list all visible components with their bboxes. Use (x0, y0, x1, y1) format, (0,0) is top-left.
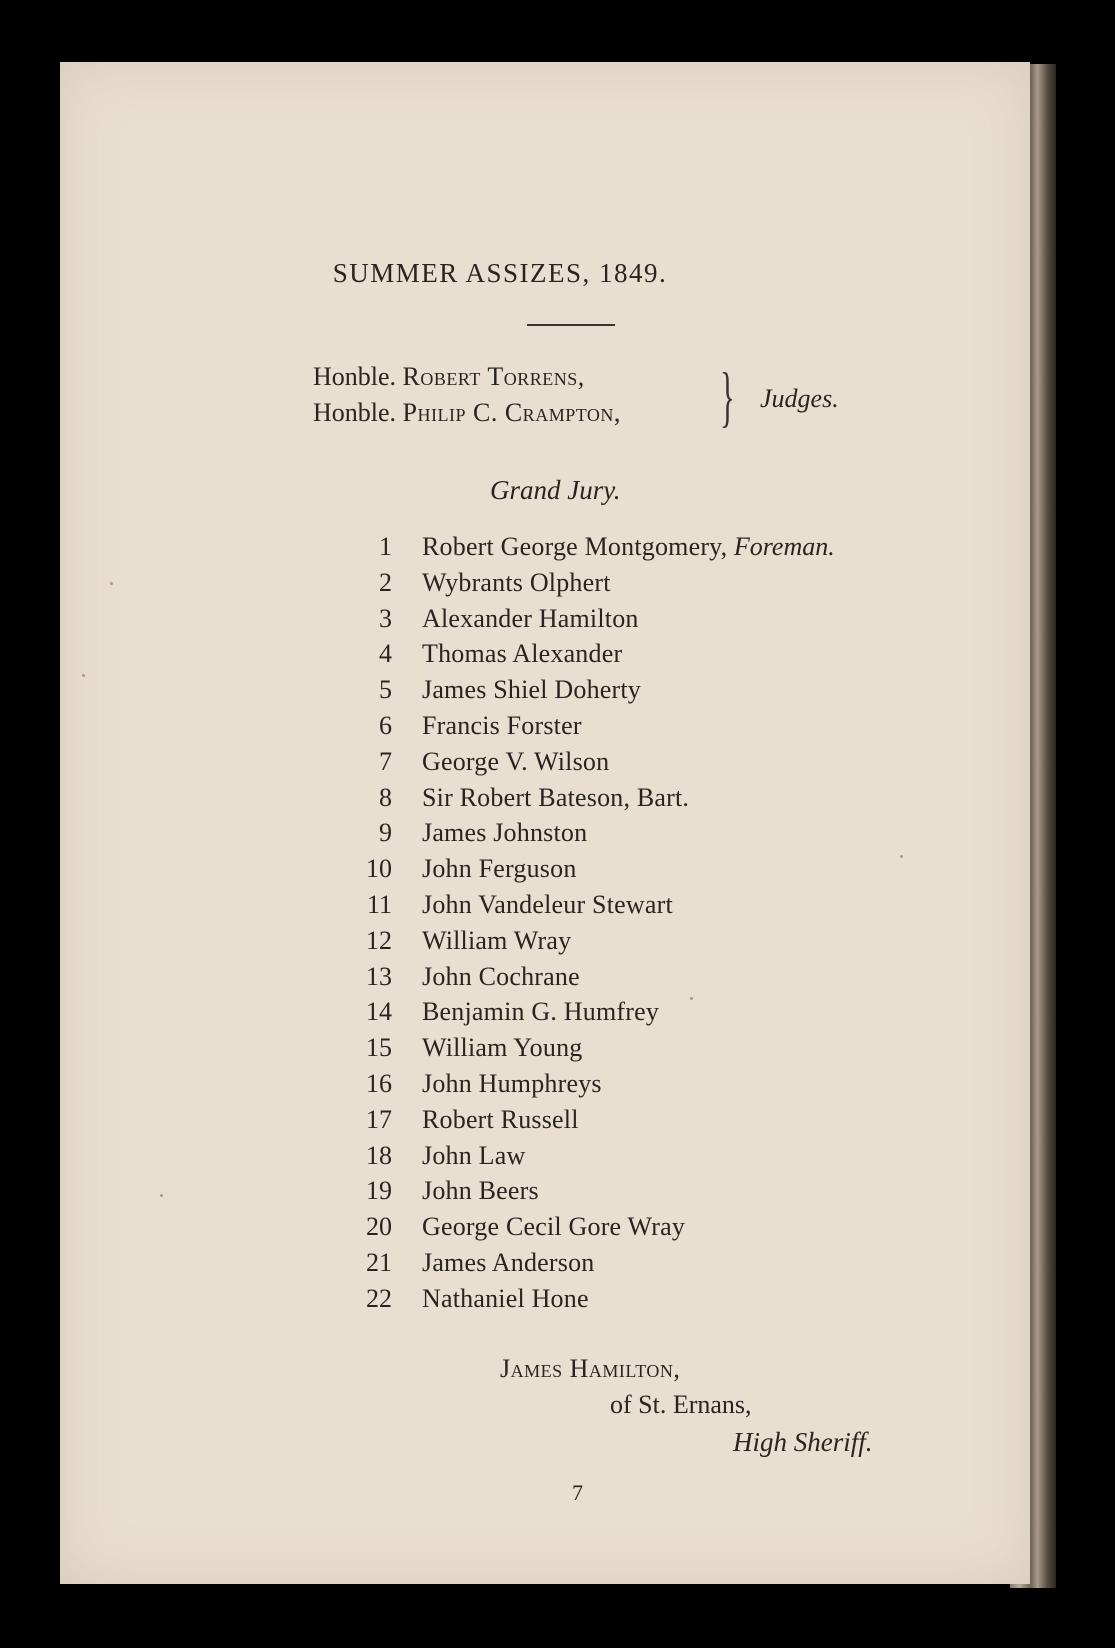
jury-name: John Ferguson (422, 854, 577, 884)
jury-name: Benjamin G. Humfrey (422, 997, 660, 1027)
jury-number: 13 (366, 961, 392, 991)
jury-name: George Cecil Gore Wray (422, 1212, 686, 1242)
title-divider (527, 324, 615, 326)
jury-row (340, 529, 835, 565)
paper-speck (110, 582, 113, 585)
jury-number: 6 (379, 710, 392, 740)
jury-row (340, 1209, 835, 1245)
sheriff-residence: of St. Ernans, (610, 1390, 752, 1419)
jury-name: John Beers (422, 1176, 539, 1206)
foreman-label: Foreman. (733, 532, 835, 561)
jury-number: 20 (366, 1212, 392, 1242)
jury-row (340, 994, 835, 1030)
page-number: 7 (572, 1480, 583, 1505)
jury-number: 1 (379, 532, 392, 561)
judge-line (313, 395, 621, 431)
jury-row (340, 851, 835, 887)
jury-row (340, 1281, 835, 1317)
jury-row (340, 1138, 835, 1174)
jury-row (340, 601, 835, 637)
jury-number: 3 (379, 603, 392, 633)
jury-number: 5 (379, 675, 392, 705)
judge-name: Philip C. Crampton, (402, 398, 621, 427)
judge-prefix: Honble. (313, 362, 397, 391)
jury-name: George V. Wilson (422, 746, 610, 776)
jury-name: John Cochrane (422, 961, 580, 991)
jury-number: 22 (366, 1283, 392, 1313)
jury-number: 7 (379, 746, 392, 776)
jury-name: Wybrants Olphert (422, 567, 611, 597)
page-title: SUMMER ASSIZES, 1849. (332, 258, 668, 288)
jury-row (340, 959, 835, 995)
jury-name: James Shiel Doherty (422, 675, 641, 705)
jury-number: 4 (379, 639, 392, 669)
jury-name: James Johnston (422, 818, 588, 848)
jury-row (340, 1030, 835, 1066)
jury-name: Francis Forster (422, 710, 582, 740)
jury-number: 21 (366, 1247, 392, 1277)
jury-row (340, 636, 835, 672)
jury-name: Robert George Montgomery, (422, 532, 728, 561)
jury-name: William Wray (422, 925, 572, 955)
jury-number: 19 (366, 1176, 392, 1206)
jury-row (340, 887, 835, 923)
jury-name: John Humphreys (422, 1068, 602, 1098)
jury-number: 8 (379, 782, 392, 812)
jury-number: 14 (366, 997, 392, 1027)
jury-row (340, 708, 835, 744)
sheriff-name: James Hamilton, (500, 1354, 681, 1383)
jury-row (340, 815, 835, 851)
paper-speck (82, 674, 85, 677)
jury-number: 15 (366, 1033, 392, 1063)
sheriff-title: High Sheriff. (733, 1427, 873, 1457)
jury-number: 10 (366, 854, 392, 884)
grand-jury-heading: Grand Jury. (490, 475, 621, 505)
jury-name: Nathaniel Hone (422, 1283, 589, 1313)
jury-row (340, 780, 835, 816)
judge-prefix: Honble. (313, 398, 397, 427)
jury-number: 11 (366, 889, 392, 919)
judge-line (313, 359, 621, 395)
jury-row (340, 923, 835, 959)
judges-brace-icon: } (720, 358, 735, 434)
jury-list (340, 529, 835, 1317)
jury-number: 12 (366, 925, 392, 955)
jury-name: Sir Robert Bateson, Bart. (422, 782, 690, 812)
jury-row (340, 1102, 835, 1138)
jury-row (340, 565, 835, 601)
jury-number: 9 (379, 818, 392, 848)
jury-name: William Young (422, 1033, 583, 1063)
jury-number: 17 (366, 1104, 392, 1134)
jury-row (340, 744, 835, 780)
jury-row (340, 1245, 835, 1281)
paper-speck (160, 1194, 163, 1197)
judges-label: Judges. (760, 384, 839, 413)
paper-speck (900, 855, 903, 858)
jury-number: 2 (379, 567, 392, 597)
jury-number: 16 (366, 1068, 392, 1098)
jury-row (340, 672, 835, 708)
jury-name: Robert Russell (422, 1104, 579, 1134)
jury-row (340, 1066, 835, 1102)
jury-name: Alexander Hamilton (422, 603, 639, 633)
jury-name: John Law (422, 1140, 526, 1170)
jury-name: James Anderson (422, 1247, 595, 1277)
paper-speck (690, 997, 693, 1000)
jury-number: 18 (366, 1140, 392, 1170)
jury-row (340, 1173, 835, 1209)
book-page (60, 62, 1030, 1584)
jury-name: Thomas Alexander (422, 639, 623, 669)
judges-block (313, 359, 621, 431)
jury-name: John Vandeleur Stewart (422, 889, 673, 919)
judge-name: Robert Torrens, (402, 362, 585, 391)
